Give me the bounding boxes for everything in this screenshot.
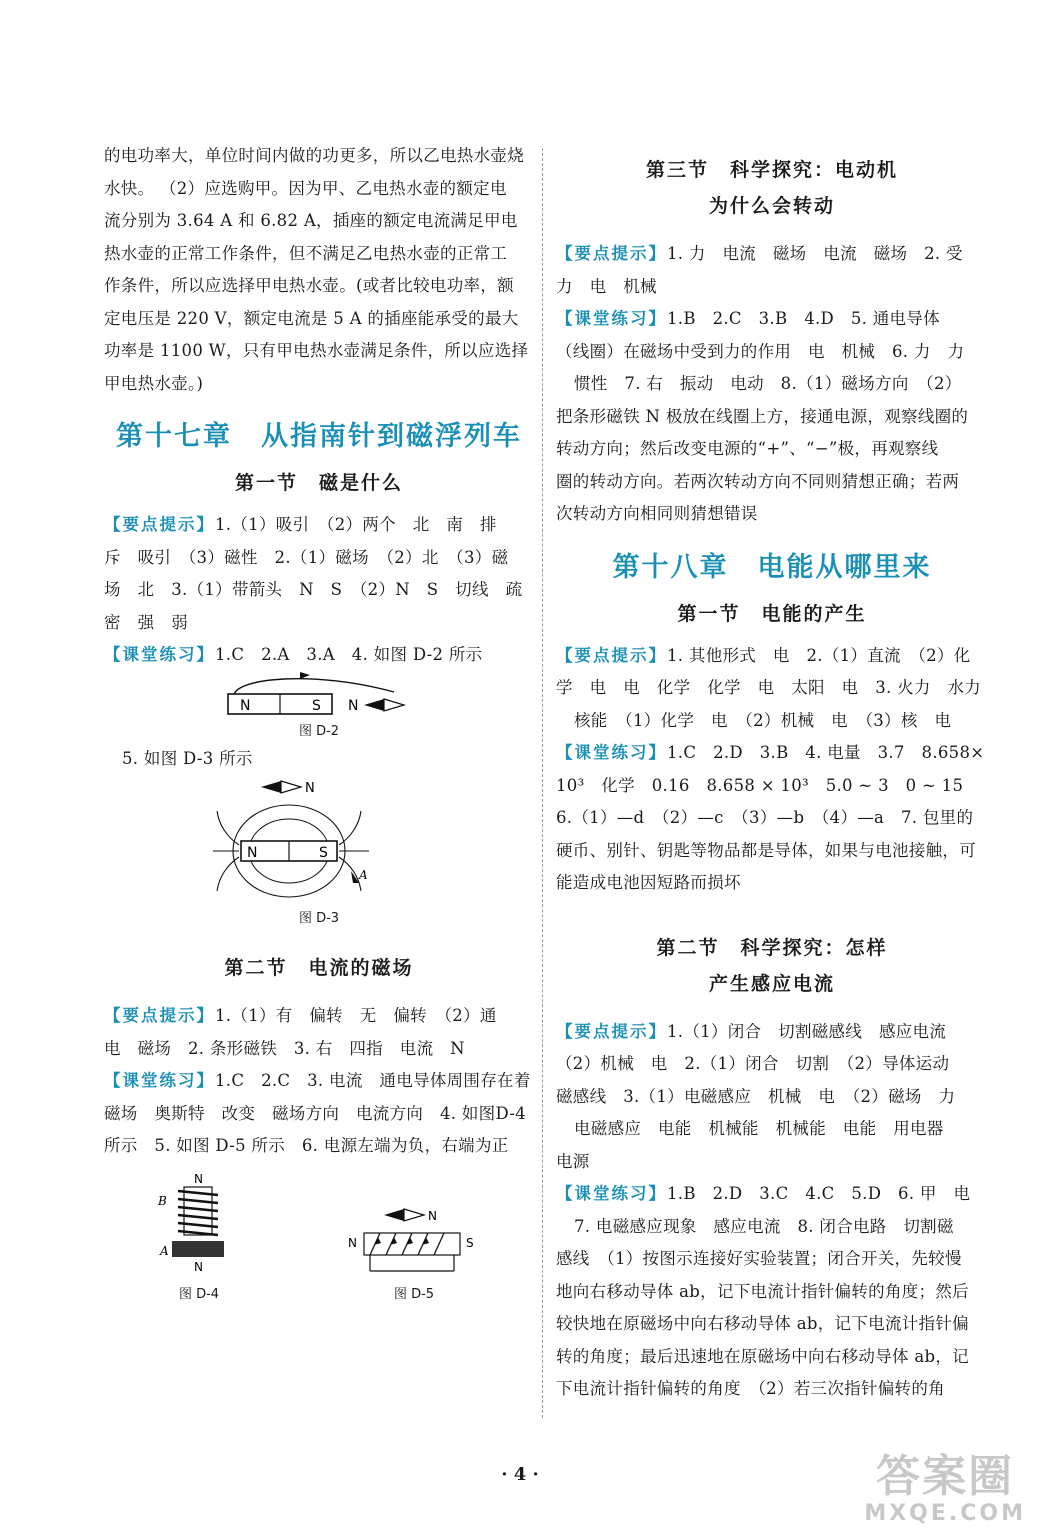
d5-needle-light (404, 1209, 424, 1221)
paragraph-line: 甲电热水壶。) (104, 373, 204, 393)
exercise-tag: 【课堂练习】 (104, 645, 215, 664)
compass-needle-dark (364, 699, 384, 711)
figure-d4 (154, 1171, 244, 1281)
paragraph-line: 力 电 机械 (556, 276, 657, 296)
paragraph-line: 磁感线 3.（1）电磁感应 机械 电 （2）磁场 力 (556, 1086, 956, 1106)
d4-a-label: A (160, 1243, 169, 1258)
key-points-tag: 【要点提示】 (556, 645, 667, 665)
paragraph-line: 核能 （1）化学 电 （2）机械 电 （3）核 电 (574, 710, 952, 730)
paragraph-line: 能造成电池因短路而损坏 (556, 873, 741, 892)
compass-needle-light (384, 699, 404, 711)
paragraph-line: 感线 （1）按图示连接好实验装置；闭合开关，先较慢 (556, 1249, 962, 1268)
figure-d3 (209, 775, 429, 905)
magnet-s-label: S (312, 697, 321, 714)
key-points-line: 【要点提示】1.（1）有 偏转 无 偏转 （2）通 (104, 1006, 497, 1025)
column-divider (542, 148, 543, 1418)
watermark-logo (864, 1453, 1026, 1526)
watermark-line2: MXQE.COM (864, 1501, 1026, 1526)
section-2-title: 第二节 电流的磁场 (224, 957, 414, 979)
magnet-n-label: N (240, 697, 251, 714)
section-r2-title-line1: 第二节 科学探究：怎样 (656, 936, 888, 959)
key-points-line: 【要点提示】1.（1）闭合 切割磁感线 感应电流 (556, 1021, 947, 1041)
exercise-tag: 【课堂练习】 (556, 309, 667, 328)
key-points-line: 【要点提示】1.（1）吸引 （2）两个 北 南 排 (104, 515, 497, 534)
d4-bottom-n-label: N (194, 1259, 203, 1274)
right-column (556, 152, 988, 1406)
needle-top-dark (261, 781, 281, 793)
key-points-tag: 【要点提示】 (556, 244, 667, 263)
paragraph-line: 磁场 奥斯特 改变 磁场方向 电流方向 4. 如图D-4 (104, 1103, 526, 1123)
figure-d5-caption: 图 D-5 (393, 1286, 435, 1302)
needle-top-light (281, 781, 301, 793)
figure-d5-wrap (344, 1201, 484, 1302)
paragraph-line: （2）机械 电 2.（1）闭合 切割 （2）导体运动 (556, 1054, 950, 1073)
exercise-tag: 【课堂练习】 (556, 743, 667, 762)
paragraph-line: 水快。 （2）应选购甲。因为甲、乙电热水壶的额定电 (104, 178, 507, 198)
exercise-line: 【课堂练习】1.B 2.C 3.B 4.D 5. 通电导体 (556, 309, 940, 328)
chapter-17-title: 第十七章 从指南针到磁浮列车 (116, 421, 522, 452)
paragraph-line: （线圈）在磁场中受到力的作用 电 机械 6. 力 力 (556, 341, 965, 361)
key-points-tag: 【要点提示】 (104, 1006, 215, 1025)
section-3-title-line2: 为什么会转动 (708, 195, 835, 217)
paragraph-line: 电磁感应 电能 机械能 机械能 电能 用电器 (574, 1119, 944, 1138)
exercise-line: 【课堂练习】1.B 2.D 3.C 4.C 5.D 6. 甲 电 (556, 1184, 971, 1203)
d5-needle-n-label: N (428, 1208, 437, 1223)
figure-row-d4-d5 (104, 1171, 534, 1302)
section-3-title-line1: 第三节 科学探究：电动机 (645, 159, 898, 181)
paragraph-line: 作条件，所以应选择甲电热水壶。(或者比较电功率，额 (104, 276, 514, 295)
paragraph-line: 圈的转动方向。若两次转动方向不同则猜想正确；若两 (556, 471, 960, 491)
paragraph-line: 较快地在原磁场中向右移动导体 ab，记下电流计指针偏 (556, 1314, 969, 1333)
figure-d4-wrap (154, 1171, 244, 1302)
paragraph-line: 下电流计指针偏转的角度 （2）若三次指针偏转的角 (556, 1379, 945, 1398)
figure-d2 (214, 672, 424, 718)
paragraph-line: 电源 (556, 1151, 590, 1171)
paragraph-line: 惯性 7. 右 振动 电动 8.（1）磁场方向 （2） (574, 374, 962, 393)
needle-n-label: N (348, 697, 359, 714)
key-points-tag: 【要点提示】 (104, 515, 215, 534)
d4-top-n-label: N (194, 1171, 203, 1186)
paragraph-line: 电 磁场 2. 条形磁铁 3. 右 四指 电流 N (104, 1038, 465, 1058)
d5-left-n-label: N (348, 1235, 357, 1250)
paragraph-line: 场 北 3.（1）带箭头 N S （2）N S 切线 疏 (104, 580, 523, 599)
paragraph-line: 学 电 电 化学 化学 电 太阳 电 3. 火力 水力 (556, 678, 982, 697)
figure-d3-caption: 图 D-3 (298, 911, 340, 926)
d5-right-s-label: S (466, 1235, 474, 1250)
paragraph-line: 流分别为 3.64 A 和 6.82 A，插座的额定电流满足甲电 (104, 211, 518, 230)
exercise-tag: 【课堂练习】 (556, 1184, 667, 1203)
section-r2-title-line2: 产生感应电流 (708, 972, 835, 995)
paragraph-line: 转动方向；然后改变电源的“+”、“−”极，再观察线 (556, 439, 939, 458)
exercise-line: 【课堂练习】1.C 2.A 3.A 4. 如图 D-2 所示 (104, 645, 483, 664)
paragraph-line: 6.（1）—d （2）—c （3）—b （4）—a 7. 包里的 (556, 808, 974, 827)
paragraph-line: 的电功率大，单位时间内做的功更多，所以乙电热水壶烧 (104, 146, 524, 165)
bar-magnet-d4 (172, 1241, 224, 1257)
paragraph-line: 转的角度；最后迅速地在原磁场中向右移动导体 ab，记 (556, 1346, 969, 1366)
page-number: · 4 · (501, 1464, 539, 1485)
left-column (104, 140, 534, 1302)
key-points-tag: 【要点提示】 (556, 1021, 667, 1041)
paragraph-line: 硬币、别针、钥匙等物品都是导体，如果与电池接触，可 (556, 840, 976, 860)
paragraph-line: 把条形磁铁 N 极放在线圈上方，接通电源，观察线圈的 (556, 406, 969, 426)
key-points-line: 【要点提示】1. 力 电流 磁场 电流 磁场 2. 受 (556, 244, 963, 263)
exercise-line: 【课堂练习】1.C 2.C 3. 电流 通电导体周围存在着 (104, 1071, 531, 1090)
paragraph-line: 热水壶的正常工作条件，但不满足乙电热水壶的正常工 (104, 243, 508, 263)
figure-d2-caption: 图 D-2 (298, 723, 340, 739)
key-points-line: 【要点提示】1. 其他形式 电 2.（1）直流 （2）化 (556, 645, 971, 665)
section-1-title: 第一节 磁是什么 (234, 472, 403, 494)
figure-d4-caption: 图 D-4 (178, 1286, 220, 1302)
paragraph-line: 密 强 弱 (104, 612, 188, 632)
d4-b-label: B (158, 1193, 167, 1208)
paragraph-line: 功率是 1100 W，只有甲电热水壶满足条件，所以应选择 (104, 341, 529, 360)
point-a-label: A (359, 868, 368, 882)
paragraph-line: 次转动方向相同则猜想错误 (556, 504, 758, 523)
paragraph-line: 5. 如图 D-3 所示 (122, 748, 253, 768)
magnet-n-label: N (247, 845, 258, 861)
paragraph-line: 7. 电磁感应现象 感应电流 8. 闭合电路 切割磁 (574, 1216, 954, 1236)
paragraph-line: 10³ 化学 0.16 8.658 × 10³ 5.0 ~ 3 0 ~ 15 (556, 775, 964, 795)
paragraph-line: 定电压是 220 V，额定电流是 5 A 的插座能承受的最大 (104, 308, 519, 328)
figure-d5 (344, 1201, 484, 1281)
paragraph-line: 地向右移动导体 ab，记下电流计指针偏转的角度；然后 (556, 1281, 969, 1301)
needle-top-n-label: N (305, 781, 315, 796)
paragraph-line: 斥 吸引 （3）磁性 2.（1）磁场 （2）北 （3）磁 (104, 547, 509, 567)
field-line-arrow (300, 672, 310, 679)
watermark-line1: 答案圈 (876, 1451, 1015, 1502)
exercise-line: 【课堂练习】1.C 2.D 3.B 4. 电量 3.7 8.658× (556, 743, 985, 762)
chapter-18-title: 第十八章 电能从哪里来 (612, 551, 932, 583)
section-r1-title: 第一节 电能的产生 (677, 602, 867, 625)
magnet-s-label: S (319, 845, 328, 861)
exercise-tag: 【课堂练习】 (104, 1071, 215, 1090)
paragraph-line: 所示 5. 如图 D-5 所示 6. 电源左端为负，右端为正 (104, 1136, 509, 1155)
d5-needle-dark (384, 1209, 404, 1221)
